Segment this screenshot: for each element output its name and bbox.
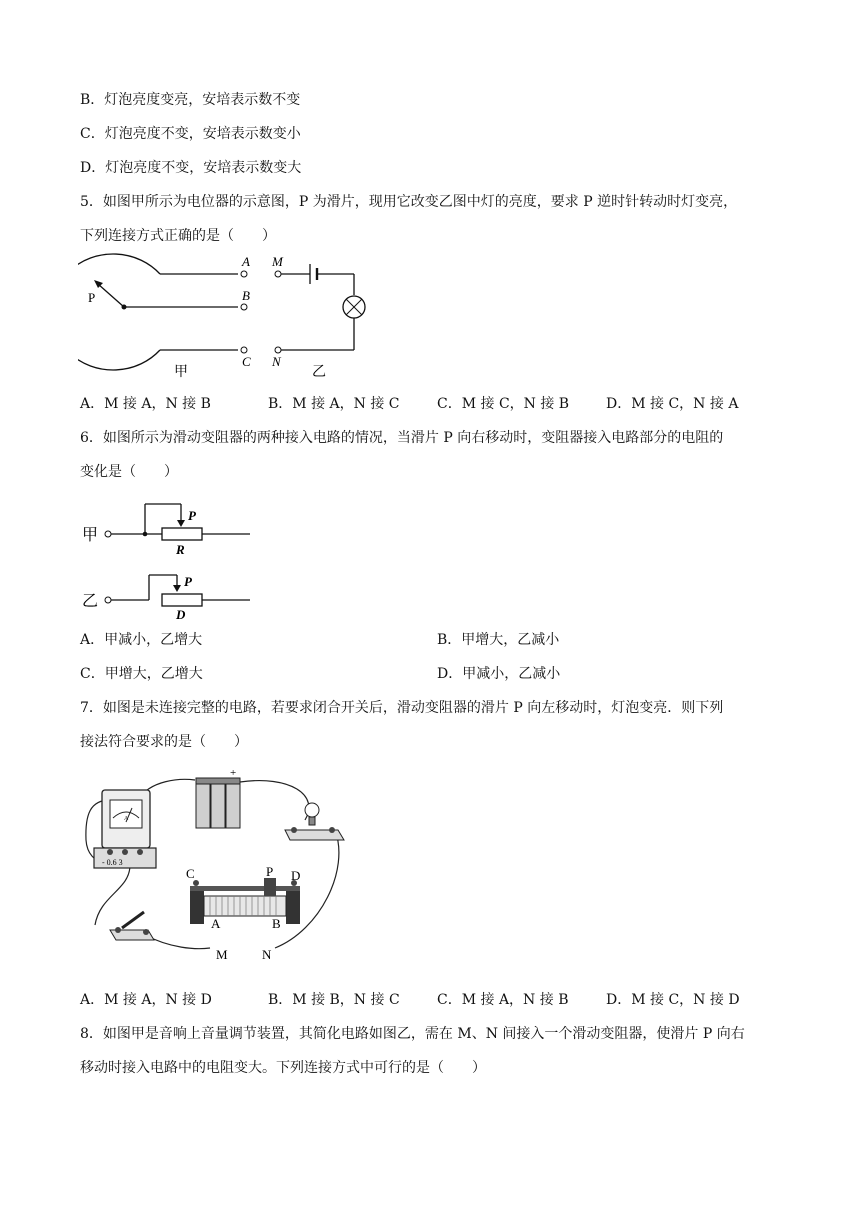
terminal-jia bbox=[105, 531, 111, 537]
q5-option-c: C．M 接 C，N 接 B bbox=[437, 396, 570, 412]
ammeter-icon bbox=[94, 790, 156, 868]
q6-stem-line1: 6．如图所示为滑动变阻器的两种接入电路的情况，当滑片 P 向右移动时，变阻器接入电路部分的电阻的 bbox=[80, 430, 724, 446]
q7-figure bbox=[80, 770, 350, 965]
q5-figure bbox=[78, 250, 398, 385]
label-b: B bbox=[242, 288, 250, 303]
q6-figure bbox=[78, 498, 258, 620]
q5-stem-line2: 下列连接方式正确的是（ ） bbox=[80, 228, 276, 244]
q5-option-d: D．M 接 C，N 接 A bbox=[606, 396, 739, 412]
q7-stem-line1: 7．如图是未连接完整的电路，若要求闭合开关后，滑动变阻器的滑片 P 向左移动时，灯泡变亮．则下列 bbox=[80, 700, 724, 716]
q5-option-b: B．M 接 A，N 接 C bbox=[268, 396, 400, 412]
terminal-b bbox=[241, 304, 247, 310]
rheostat-icon bbox=[190, 878, 300, 924]
label-jia: 甲 bbox=[174, 365, 188, 380]
terminal-m bbox=[275, 271, 281, 277]
label-p: P bbox=[266, 864, 274, 879]
q6-option-d: D．甲减小，乙减小 bbox=[437, 666, 561, 682]
q7-option-c: C．M 接 A，N 接 B bbox=[437, 992, 569, 1008]
q5-option-a: A．M 接 A，N 接 B bbox=[80, 396, 211, 412]
slider-p bbox=[264, 878, 276, 896]
potentiometer-arc bbox=[78, 254, 160, 370]
terminal-c bbox=[241, 347, 247, 353]
q4-option-c: C．灯泡亮度不变，安培表示数变小 bbox=[80, 126, 301, 142]
q4-option-b: B．灯泡亮度变亮，安培表示数不变 bbox=[80, 92, 301, 108]
label-d: D bbox=[291, 868, 301, 883]
terminal-yi bbox=[105, 597, 111, 603]
label-d: D bbox=[176, 607, 186, 620]
q6-option-a: A．甲减小，乙增大 bbox=[80, 632, 203, 648]
label-c: C bbox=[186, 866, 195, 881]
slider-arrow bbox=[177, 520, 185, 527]
q8-stem-line2: 移动时接入电路中的电阻变大。下列连接方式中可行的是（ ） bbox=[80, 1060, 486, 1076]
resistor-r bbox=[162, 528, 202, 540]
label-p2: P bbox=[184, 574, 192, 589]
label-a: A bbox=[242, 254, 250, 269]
q6-option-c: C．甲增大，乙增大 bbox=[80, 666, 203, 682]
q5-stem-line1: 5．如图甲所示为电位器的示意图，P 为滑片，现用它改变乙图中灯的亮度，要求 P 逆时针转动时灯变亮， bbox=[80, 194, 738, 210]
label-m: M bbox=[216, 947, 228, 962]
label-r: R bbox=[176, 542, 185, 557]
q4-option-d: D．灯泡亮度不变，安培表示数变大 bbox=[80, 160, 302, 176]
q7-stem-line2: 接法符合要求的是（ ） bbox=[80, 734, 248, 750]
resistor-d bbox=[162, 594, 202, 606]
label-m: M bbox=[272, 254, 283, 269]
label-n: N bbox=[262, 947, 272, 962]
terminal-a bbox=[241, 271, 247, 277]
label-p1: P bbox=[188, 508, 196, 523]
q8-stem-line1: 8．如图甲是音响上音量调节装置，其简化电路如图乙，需在 M、N 间接入一个滑动变阻器，使滑片 P 向右 bbox=[80, 1026, 745, 1042]
battery-plus: + bbox=[230, 770, 237, 779]
terminal-n bbox=[275, 347, 281, 353]
ammeter-scale: - 0.6 3 bbox=[102, 858, 123, 867]
lamp-icon bbox=[285, 803, 344, 840]
battery-icon bbox=[196, 770, 240, 828]
q7-option-a: A．M 接 A，N 接 D bbox=[80, 992, 212, 1008]
label-b: B bbox=[272, 916, 281, 931]
label-a: A bbox=[211, 916, 221, 931]
q6-stem-line2: 变化是（ ） bbox=[80, 464, 178, 480]
label-yi: 乙 bbox=[312, 365, 326, 380]
label-n: N bbox=[272, 354, 281, 369]
ammeter-letter: A bbox=[124, 816, 129, 822]
label-c: C bbox=[242, 354, 251, 369]
label-p: P bbox=[88, 290, 96, 305]
q7-option-d: D．M 接 C，N 接 D bbox=[606, 992, 740, 1008]
q6-option-b: B．甲增大，乙减小 bbox=[437, 632, 560, 648]
switch-icon bbox=[110, 912, 154, 940]
slider-arrow bbox=[173, 585, 181, 592]
label-yi: 乙 bbox=[82, 593, 99, 610]
q7-option-b: B．M 接 B，N 接 C bbox=[268, 992, 400, 1008]
wiper-arrow bbox=[98, 284, 124, 307]
label-jia: 甲 bbox=[82, 527, 99, 544]
